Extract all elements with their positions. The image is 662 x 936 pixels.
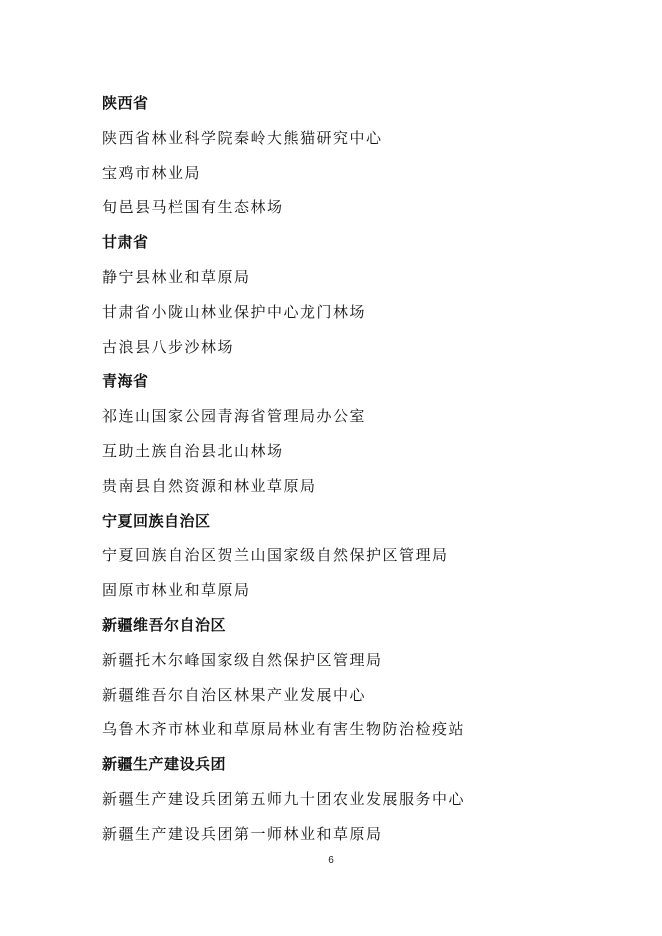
unit-list-item: 宝鸡市林业局 — [102, 163, 202, 182]
unit-list-item: 新疆托木尔峰国家级自然保护区管理局 — [102, 650, 383, 669]
unit-list-item: 甘肃省小陇山林业保护中心龙门林场 — [102, 302, 367, 321]
unit-list-item: 贵南县自然资源和林业草原局 — [102, 476, 317, 495]
unit-list-item: 祁连山国家公园青海省管理局办公室 — [102, 407, 367, 426]
document-body — [102, 86, 622, 852]
province-heading: 新疆维吾尔自治区 — [102, 615, 227, 634]
unit-list-item: 静宁县林业和草原局 — [102, 267, 251, 286]
unit-list-item: 宁夏回族自治区贺兰山国家级自然保护区管理局 — [102, 546, 449, 565]
province-heading: 陕西省 — [102, 94, 149, 112]
unit-list-item: 旬邑县马栏国有生态林场 — [102, 198, 284, 217]
province-heading: 青海省 — [102, 372, 149, 391]
unit-list-item: 古浪县八步沙林场 — [102, 337, 235, 356]
page-number: 6 — [328, 855, 334, 866]
province-heading: 新疆生产建设兵团 — [102, 755, 227, 774]
unit-list-item: 新疆维吾尔自治区林果产业发展中心 — [102, 685, 367, 704]
unit-list-item: 固原市林业和草原局 — [102, 581, 251, 600]
unit-list-item: 互助土族自治县北山林场 — [102, 441, 284, 460]
unit-list-item: 新疆生产建设兵团第一师林业和草原局 — [102, 824, 383, 843]
province-heading: 甘肃省 — [102, 233, 149, 252]
unit-list-item: 乌鲁木齐市林业和草原局林业有害生物防治检疫站 — [102, 720, 466, 739]
unit-list-item: 新疆生产建设兵团第五师九十团农业发展服务中心 — [102, 789, 466, 808]
unit-list-item: 陕西省林业科学院秦岭大熊猫研究中心 — [102, 128, 383, 147]
province-heading: 宁夏回族自治区 — [102, 511, 211, 530]
